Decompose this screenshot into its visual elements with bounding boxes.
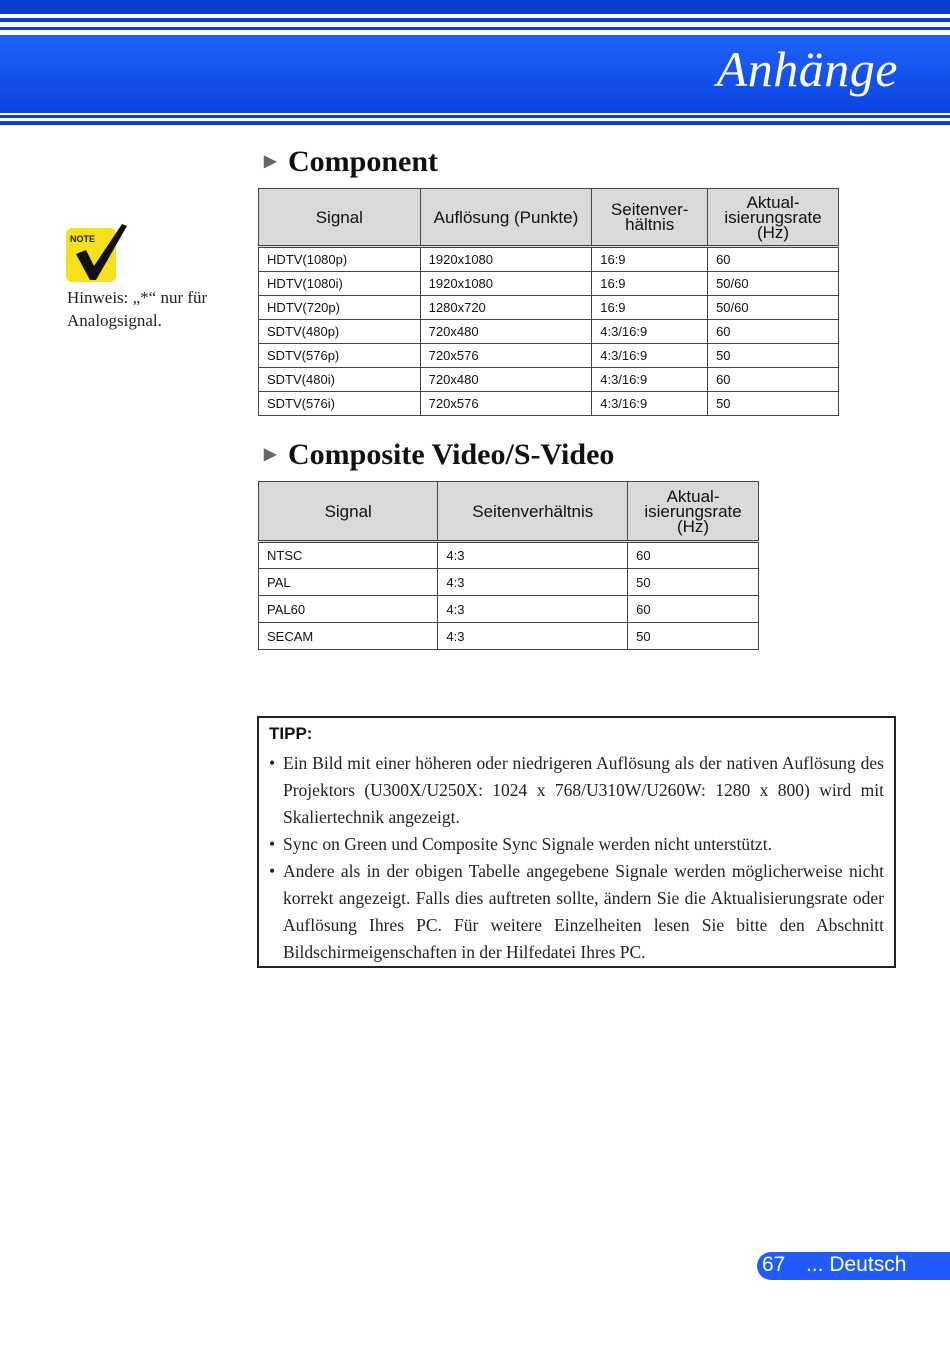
column-header: Auflösung (Punkte) [420,189,592,247]
header-line-bottom-2 [0,121,950,125]
tip-box [257,716,896,968]
column-header: Signal [259,482,438,542]
table-cell: SDTV(480i) [259,368,421,392]
table-cell: 50 [708,392,839,416]
triangle-right-icon: ▶ [264,446,277,464]
table-cell: 1280x720 [420,296,592,320]
table-row [259,596,759,623]
table-row [259,623,759,650]
table-row [259,368,839,392]
header-line-2 [0,18,950,22]
table-cell: 60 [708,368,839,392]
header-line-bottom-1 [0,115,950,118]
table-cell: 16:9 [592,247,708,272]
table-cell: PAL60 [259,596,438,623]
footer-language: ... Deutsch [806,1253,907,1276]
table-cell: 4:3/16:9 [592,368,708,392]
header-line-top [0,0,950,14]
table-cell: 60 [628,596,759,623]
tip-title: TIPP: [269,724,313,743]
tip-list [269,750,884,966]
table-cell: SDTV(576p) [259,344,421,368]
table-cell: 50 [628,623,759,650]
table-cell: 50/60 [708,296,839,320]
tip-item: • Ein Bild mit einer höheren oder niedrigeren Auflösung als der nativen Auflösung des Projektors (U300X/U250X: 1024 x 768/U310W/U260W: 1280 x 800) wird mit Skaliertechnik angezeigt. [269,750,884,831]
table-cell: HDTV(1080i) [259,272,421,296]
note-badge-text: NOTE [70,234,96,244]
column-header: Aktual-isierungsrate (Hz) [708,189,839,247]
column-header: Aktual-isierungsrate (Hz) [628,482,759,542]
column-header: Signal [259,189,421,247]
note-check-icon [66,222,128,284]
bullet-icon: • [269,861,276,881]
table-cell: HDTV(1080p) [259,247,421,272]
table-cell: 60 [708,320,839,344]
section-title-component: ▶ Component [264,145,439,178]
table-row [259,569,759,596]
table-cell: 4:3/16:9 [592,344,708,368]
table-row [259,247,839,272]
table-cell: 16:9 [592,296,708,320]
tip-item: • Andere als in der obigen Tabelle angegebene Signale werden möglicherweise nicht korrekt angezeigt. Falls dies auftreten sollte, ändern Sie die Aktualisierungsrate oder Auflösung Ihres PC. Für weitere Einzelheiten lesen Sie bitte den Abschnitt Bildschirmeigenschaften in der Hilfedatei Ihres PC. [269,858,884,966]
composite-table [258,481,759,650]
table-cell: 4:3 [438,569,628,596]
triangle-right-icon: ▶ [264,153,277,171]
table-cell: 16:9 [592,272,708,296]
table-cell: 4:3 [438,596,628,623]
table-cell: PAL [259,569,438,596]
table-cell: 1920x1080 [420,247,592,272]
table-cell: 60 [628,542,759,569]
table-cell: SDTV(480p) [259,320,421,344]
tip-item: • Sync on Green und Composite Sync Signale werden nicht unterstützt. [269,831,884,858]
bullet-icon: • [269,753,276,773]
table-cell: SDTV(576i) [259,392,421,416]
bullet-icon: • [269,834,276,854]
table-row [259,320,839,344]
table-cell: 50 [628,569,759,596]
table-cell: 720x576 [420,392,592,416]
table-cell: 4:3 [438,542,628,569]
table-row [259,392,839,416]
table-row [259,542,759,569]
column-header: Seitenverhältnis [438,482,628,542]
table-cell: 4:3/16:9 [592,392,708,416]
table-row [259,344,839,368]
column-header: Seitenver-hältnis [592,189,708,247]
table-cell: 720x576 [420,344,592,368]
section-title-composite: ▶ Composite Video/S-Video [264,438,615,471]
table-cell: 60 [708,247,839,272]
table-cell: 720x480 [420,368,592,392]
table-cell: 50/60 [708,272,839,296]
table-cell: 4:3/16:9 [592,320,708,344]
table-row [259,272,839,296]
header-line-3 [0,27,950,30]
note-text: Hinweis: „*“ nur für Analogsignal. [67,288,208,330]
table-cell: SECAM [259,623,438,650]
table-cell: HDTV(720p) [259,296,421,320]
table-cell: 4:3 [438,623,628,650]
page-header-title: Anhänge [716,41,898,97]
table-cell: NTSC [259,542,438,569]
table-cell: 1920x1080 [420,272,592,296]
table-row [259,296,839,320]
table-cell: 50 [708,344,839,368]
page-number: 67 [762,1253,786,1276]
table-cell: 720x480 [420,320,592,344]
component-table [258,188,839,416]
